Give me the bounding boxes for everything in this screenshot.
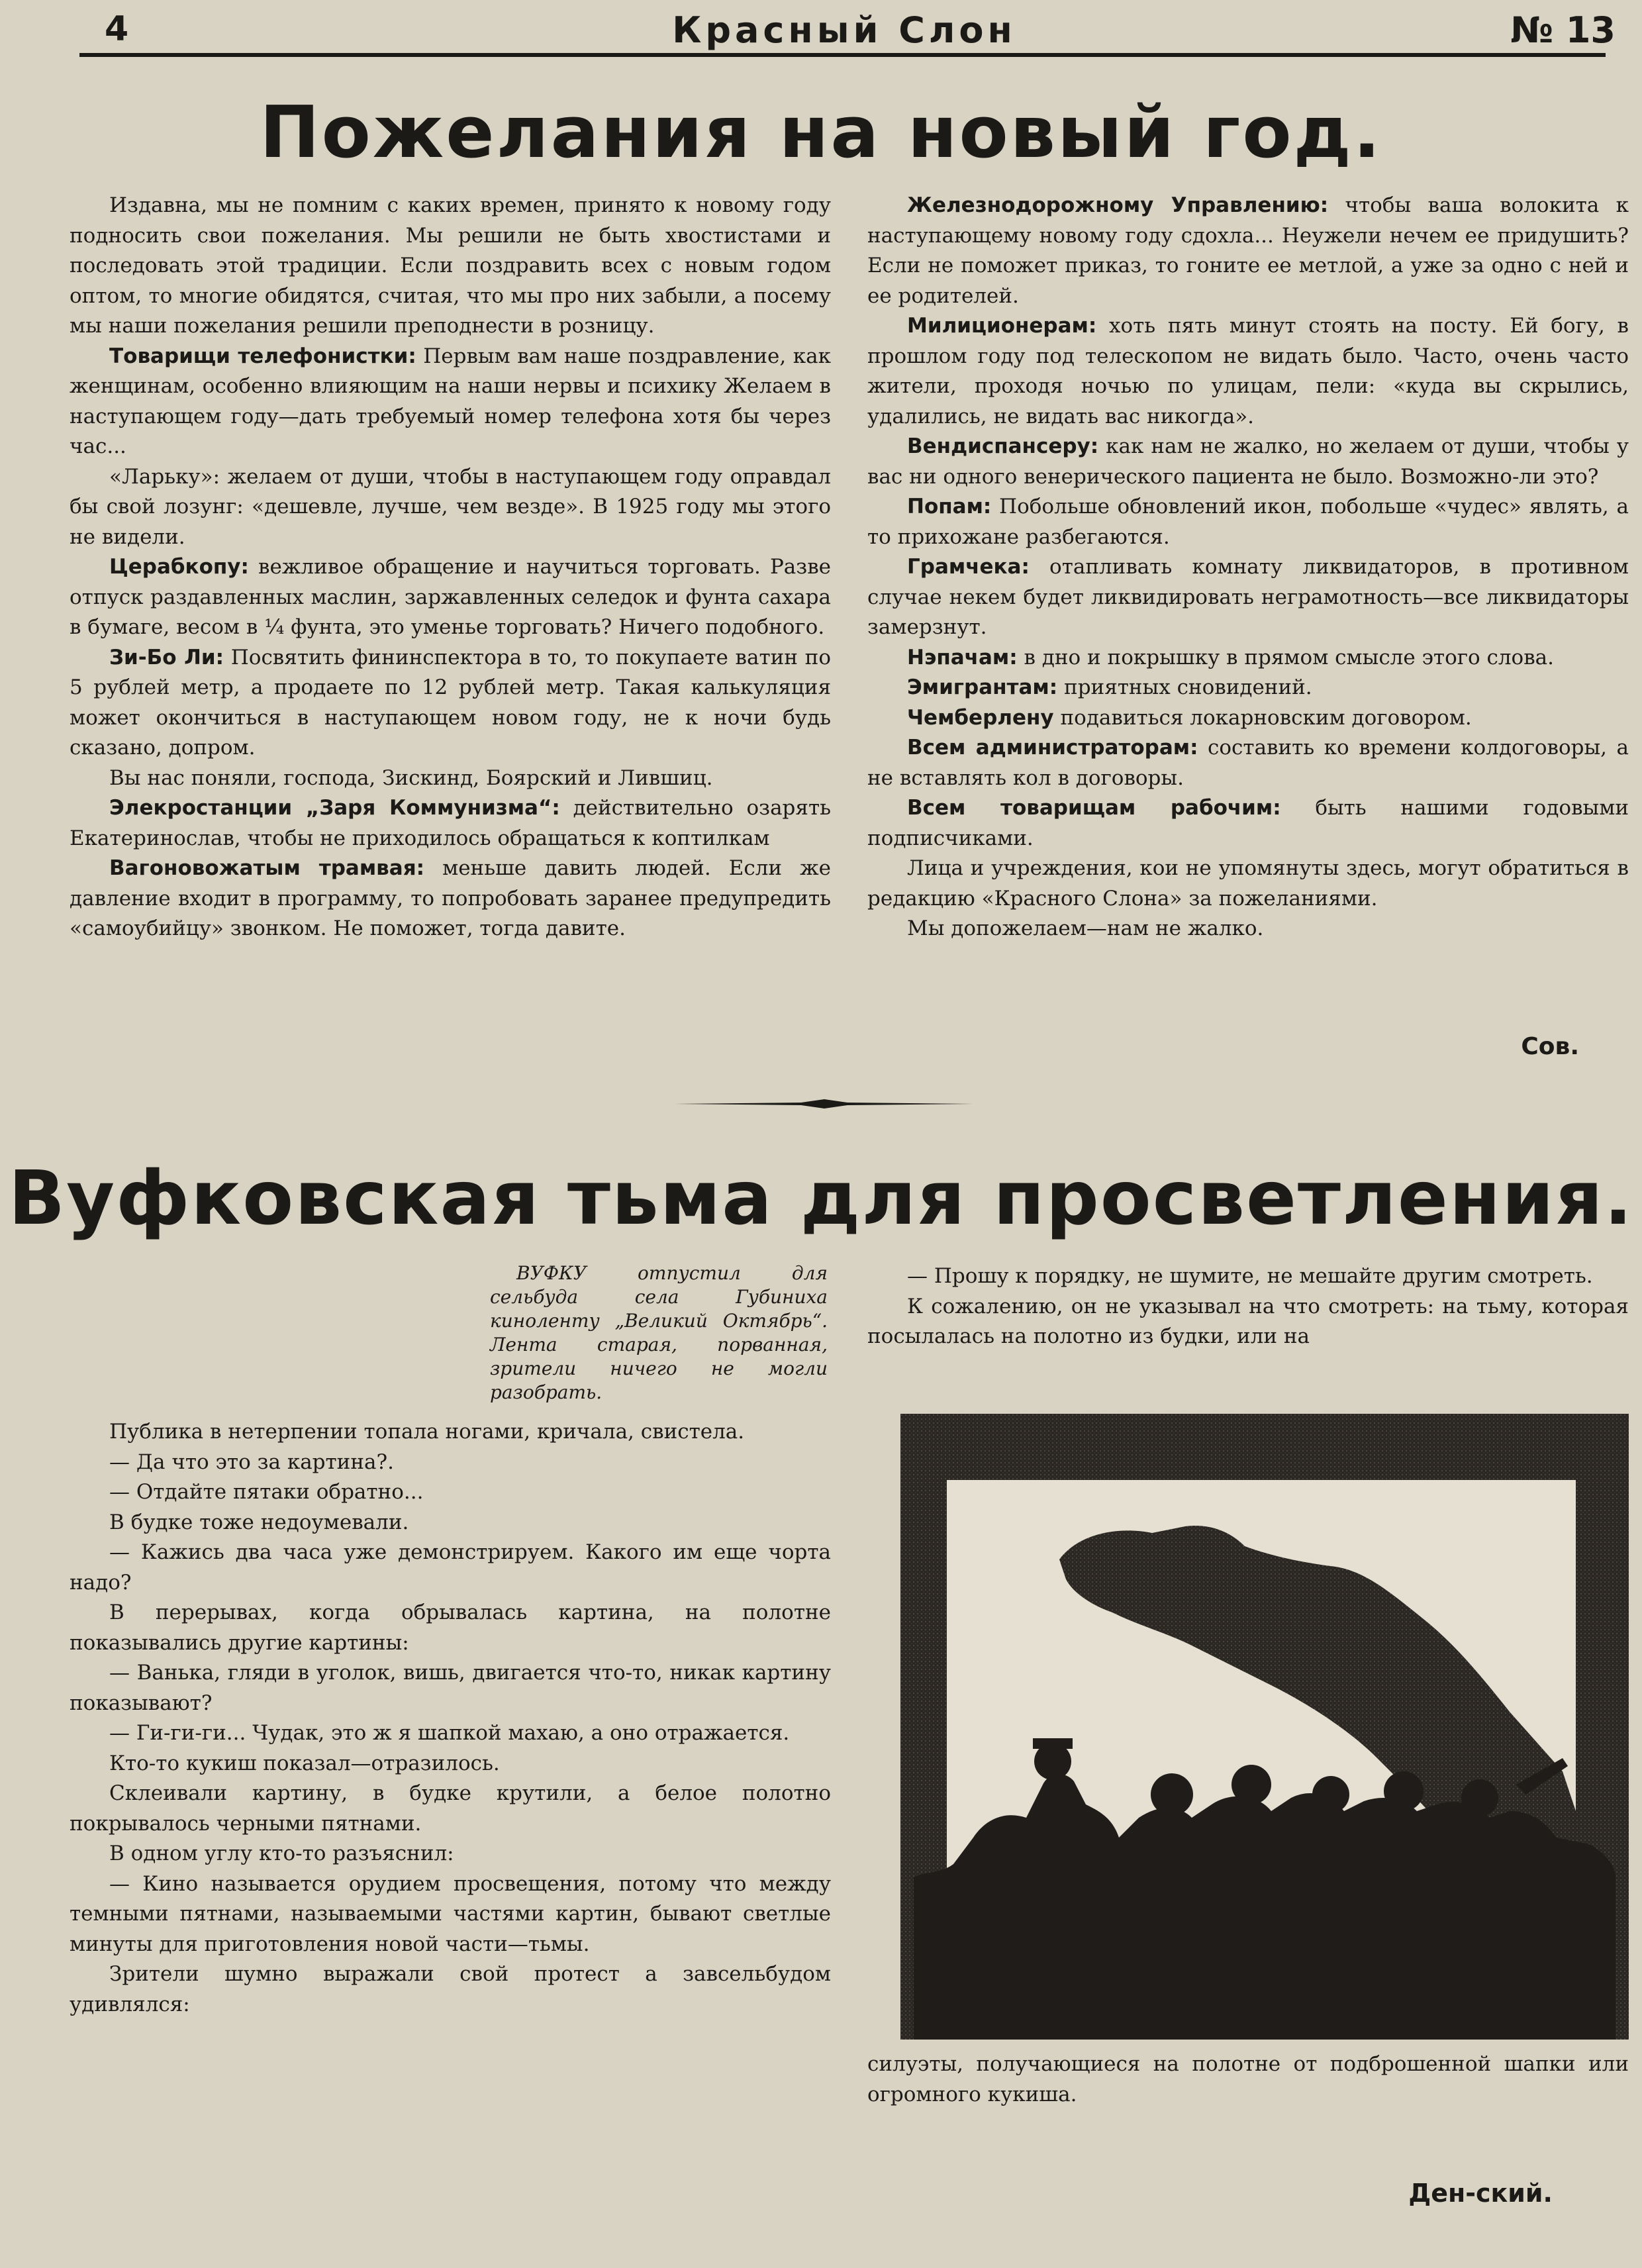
paragraph: В перерывах, когда обрывалась картина, на полотне показывались другие картины: [70,1601,831,1655]
article2-epigraph [490,1261,828,1405]
paragraph [867,492,1629,552]
article2-column-right-bottom [867,2049,1629,2110]
paragraph-text: Мы допожелаем—нам не жалко. [907,916,1264,940]
masthead: Красный Слон [672,9,1016,51]
paragraph [70,793,831,854]
paragraph-text: Лица и учреждения, кои не упомянуты здесь, могут обратиться в редакцию «Красного Слона» за пожеланиями. [867,856,1629,911]
paragraph-text: быть нашими годовыми подписчиками. [867,796,1629,850]
paragraph-text: как нам не жалко, но желаем от души, чтобы у вас ни одного венерического пациента не было. Возможно-ли это? [867,434,1629,489]
page-header [73,7,1616,53]
paragraph: Кто-то кукиш показал—отразилось. [109,1751,500,1775]
paragraph-text: подавиться локарновским договором. [1053,705,1472,730]
article2-column-left [70,1417,831,2020]
paragraph-lead: Элекростанции „Заря Коммунизма“: [109,796,560,820]
paragraph-lead: Чемберлену [907,705,1054,730]
paragraph-lead: Товарищи телефонистки: [109,344,416,368]
page-number: 4 [105,9,129,49]
paragraph-lead: Грамчека: [907,555,1030,579]
paragraph: Публика в нетерпении топала ногами, кричала, свистела. [109,1420,745,1444]
paragraph [867,733,1629,793]
paragraph-lead: Нэпачам: [907,645,1018,669]
paragraph-text: чтобы ваша волокита к наступающему новому году сдохла... Неужели нечем ее придушить? Если не поможет приказ, то гоните ее метлой, а уже за одно с ней и ее родителей. [867,193,1629,308]
paragraph: — Ванька, гляди в уголок, вишь, двигается что-то, никак картину показывают? [70,1661,831,1715]
paragraph [70,552,831,643]
paragraph [867,432,1629,492]
article2-signature: Ден-ский. [1408,2179,1553,2208]
paragraph: В одном углу кто-то разъяснил: [109,1842,454,1865]
cinema-silhouette-illustration [900,1414,1629,2040]
paragraph [867,793,1629,854]
article1-signature: Сов. [1521,1033,1579,1060]
paragraph [867,552,1629,643]
paragraph-text: хоть пять минут стоять на посту. Ей богу, в прошлом году под телескопом не видать было. Часто, очень часто жители, проходя ночью по улицам, пели: «куда вы скрылись, удалились, не видать вас никогда». [867,314,1629,428]
paragraph-text: вежливое обращение и научиться торговать. Разве отпуск раздавленных маслин, заржавленных селедок и фунта сахара в бумаге, весом в ¼ фунта, это уменье торговать? Ничего подобного. [70,555,831,639]
paragraph-text: приятных сновидений. [1057,675,1312,699]
paragraph: — Ги-ги-ги... Чудак, это ж я шапкой махаю, а оно отражается. [109,1721,790,1745]
paragraph-text: Побольше обновлений икон, побольше «чудес» являть, а то прихожане разбегаются. [867,495,1629,549]
paragraph-text: составить ко времени колдоговоры, а не вставлять кол в договоры. [867,736,1629,790]
paragraph: Зрители шумно выражали свой протест а завсельбудом удивлялся: [70,1962,831,2016]
paragraph: — Кино называется орудием просвещения, потому что между темными пятнами, называемыми частями картин, бывают светлые минуты для приготовления новой части—тьмы. [70,1871,831,1956]
epigraph-text: ВУФКУ отпустил для сельбуда села Губиниха киноленту „Великий Октябрь“. Лента старая, порванная, зрители ничего не могли разобрать. [490,1262,828,1403]
paragraph [867,191,1629,311]
paragraph [867,854,1629,914]
paragraph: — Кажись два часа уже демонстрируем. Какого им еще чорта надо? [70,1540,831,1595]
paragraph [70,191,831,342]
article2-column-right-top [867,1261,1629,1352]
paragraph [70,462,831,553]
paragraph-text: Первым вам наше поздравление, как женщинам, особенно влияющим на наши нервы и психику Желаем в наступающем году—дать требуемый номер телефона хотя бы через час... [70,344,832,458]
paragraph-lead: Всем администраторам: [907,736,1198,760]
paragraph [70,764,831,794]
paragraph [867,311,1629,432]
paragraph [867,643,1629,673]
article2-title: Вуфковская тьма для просветления. [8,1156,1634,1242]
paragraph-text: в дно и покрышку в прямом смысле этого слова. [1017,645,1555,669]
paragraph-lead: Вендиспансеру: [907,434,1099,458]
paragraph-lead: Церабкопу: [109,555,249,579]
paragraph [867,703,1629,734]
article1-column-right [867,191,1629,944]
section-divider [675,1099,973,1109]
paragraph: — Отдайте пятаки обратно... [109,1480,424,1504]
paragraph-lead: Всем товарищам рабочим: [907,796,1281,820]
paragraph [867,673,1629,703]
paragraph-lead: Железнодорожному Управлению: [907,193,1329,217]
paragraph: Склеивали картину, в будке крутили, а белое полотно покрывалось черными пятнами. [70,1781,831,1836]
article1-title: Пожелания на новый год. [260,91,1382,174]
paragraph-text: Посвятить фининспектора в то, то покупаете ватин по 5 рублей метр, а продаете по 12 рублей метр. Такая калькуляция может окончиться в наступающем новом году, не к ночи будь сказано, допром. [70,645,831,760]
paragraph-text: Вы нас поняли, господа, Зискинд, Боярский и Лившиц. [109,765,713,790]
paragraph-text: меньше давить людей. Если же давление входит в программу, то попробовать заранее предупредить «самоубийцу» звонком. Не поможет, тогда давите. [70,856,832,940]
article1-column-left [70,191,831,944]
paragraph [867,914,1629,944]
paragraph-lead: Милиционерам: [907,314,1097,338]
paragraph: — Да что это за картина?. [109,1450,394,1474]
paragraph: В будке тоже недоумевали. [109,1510,409,1534]
issue-number: № 13 [1510,9,1616,51]
paragraph-lead: Зи-Бо Ли: [109,645,224,669]
paragraph-text: отапливать комнату ликвидаторов, в противном случае некем будет ликвидировать неграмотность—все ликвидаторы замерзнут. [867,555,1629,639]
paragraph [70,643,831,764]
paragraph [70,854,831,944]
paragraph [70,342,831,462]
paragraph-text: действительно озарять Екатеринослав, чтобы не приходилось обращаться к коптилкам [70,796,831,850]
paragraph-text: Издавна, мы не помним с каких времен, принято к новому году подносить свои пожелания. Мы решили не быть хвостистами и последовать этой традиции. Если поздравить всех с новым годом оптом, то многие обидятся, считая, что мы про них забыли, а посему мы наши пожелания решили преподнести в розницу. [70,193,831,338]
paragraph-lead: Эмигрантам: [907,675,1058,699]
paragraph: К сожалению, он не указывал на что смотреть: на тьму, которая посылалась на полотно из будки, или на [867,1294,1629,1348]
header-rule [79,53,1606,57]
paragraph-lead: Попам: [907,495,992,518]
paragraph-text: «Ларьку»: желаем от души, чтобы в наступающем году оправдал бы свой лозунг: «дешевле, лучше, чем везде». В 1925 году мы этого не видели. [70,464,831,549]
paragraph-lead: Вагоновожатым трамвая: [109,856,425,880]
article2-closing-paragraph: силуэты, получающиеся на полотне от подброшенной шапки или огромного кукиша. [867,2052,1629,2106]
paragraph: — Прошу к порядку, не шумите, не мешайте другим смотреть. [907,1264,1593,1288]
